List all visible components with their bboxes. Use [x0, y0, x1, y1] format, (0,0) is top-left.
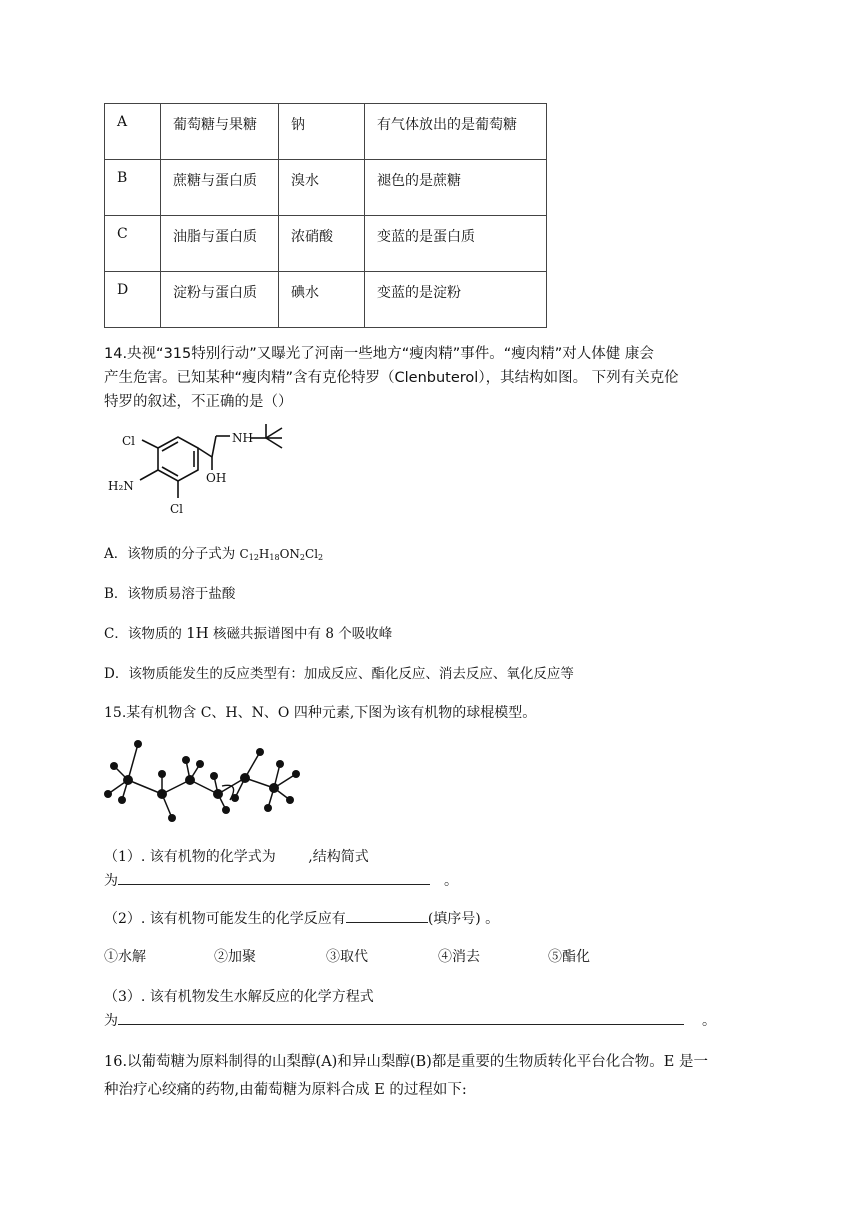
choice-hydrolysis: ①水解 [104, 949, 146, 965]
choice-esterification: ⑤酯化 [548, 949, 590, 965]
choice-polymerization: ②加聚 [214, 949, 256, 965]
row-label: A [105, 104, 161, 160]
options-table [104, 103, 547, 328]
row-result: 有气体放出的是葡萄糖 [365, 104, 547, 160]
table-row [105, 104, 547, 160]
reaction-answer-blank[interactable] [346, 908, 428, 923]
option-a-text: A．该物质的分子式为 [104, 546, 240, 562]
choice-elimination: ④消去 [438, 949, 480, 965]
oh-label: OH [206, 471, 227, 485]
row-result: 变蓝的是淀粉 [365, 272, 547, 328]
row-label: D [105, 272, 161, 328]
table-row [105, 216, 547, 272]
q14-line-2: 产生危害。已知某种“瘦肉精”含有克伦特罗（Clenbuterol），其结构如图。 下列有关克伦 [104, 370, 679, 386]
q15-part2: （2）. 该有机物可能发生的化学反应有 (填序号) 。 [104, 908, 499, 928]
row-result: 褪色的是蔗糖 [365, 160, 547, 216]
q14-line-1: 14.央视“315特别行动”又曝光了河南一些地方“瘦肉精”事件。“瘦肉精”对人体健 康会 [104, 346, 654, 362]
q15-part1-line2: 为 。 [104, 870, 458, 890]
cl-label-top: Cl [122, 434, 136, 448]
q14-option-b: B．该物质易溶于盐酸 [104, 586, 236, 602]
row-reagent: 浓硝酸 [279, 216, 365, 272]
row-label: B [105, 160, 161, 216]
q15-part3-line1: （3）. 该有机物发生水解反应的化学方程式 [104, 989, 374, 1005]
row-reagent: 溴水 [279, 160, 365, 216]
nucleus-1h: 1H [186, 624, 209, 642]
q15-part1-line1: （1）. 该有机物的化学式为 ,结构简式 [104, 849, 369, 865]
h2n-label: H₂N [108, 479, 134, 493]
row-reagent: 钠 [279, 104, 365, 160]
row-substances: 淀粉与蛋白质 [161, 272, 279, 328]
q15-intro: 15.某有机物含 C、H、N、O 四种元素,下图为该有机物的球棍模型。 [104, 705, 537, 721]
q14-option-c: C．该物质的 1H 核磁共振谱图中有 8 个吸收峰 [104, 624, 393, 642]
q16-line-2: 种治疗心绞痛的药物,由葡萄糖为原料合成 E 的过程如下: [104, 1082, 467, 1098]
choice-substitution: ③取代 [326, 949, 368, 965]
clenbuterol-structure [100, 420, 300, 520]
molecular-formula: $C_{12}H_{18}ON_2Cl_2$ [239, 547, 324, 562]
reaction-choices [104, 946, 590, 966]
row-substances: 葡萄糖与果糖 [161, 104, 279, 160]
q14-line-3: 特罗的叙述，不正确的是（） [104, 394, 293, 410]
cl-label-bottom: Cl [170, 502, 184, 516]
row-substances: 油脂与蛋白质 [161, 216, 279, 272]
ball-and-stick-model [100, 734, 310, 824]
q15-part3-line2: 为 。 [104, 1010, 716, 1030]
row-label: C [105, 216, 161, 272]
benzene-ring [158, 437, 198, 481]
q14-option-d: D．该物质能发生的反应类型有：加成反应、酯化反应、消去反应、氧化反应等 [104, 666, 574, 682]
table-row [105, 160, 547, 216]
row-substances: 蔗糖与蛋白质 [161, 160, 279, 216]
row-reagent: 碘水 [279, 272, 365, 328]
formula-answer-blank[interactable] [118, 870, 430, 885]
q14-option-a [104, 542, 323, 562]
nh-label: NH [232, 431, 253, 445]
q16-line-1: 16.以葡萄糖为原料制得的山梨醇(A)和异山梨醇(B)都是重要的生物质转化平台化合物。E 是一 [104, 1054, 709, 1070]
row-result: 变蓝的是蛋白质 [365, 216, 547, 272]
table-row [105, 272, 547, 328]
equation-answer-blank[interactable] [118, 1010, 684, 1025]
